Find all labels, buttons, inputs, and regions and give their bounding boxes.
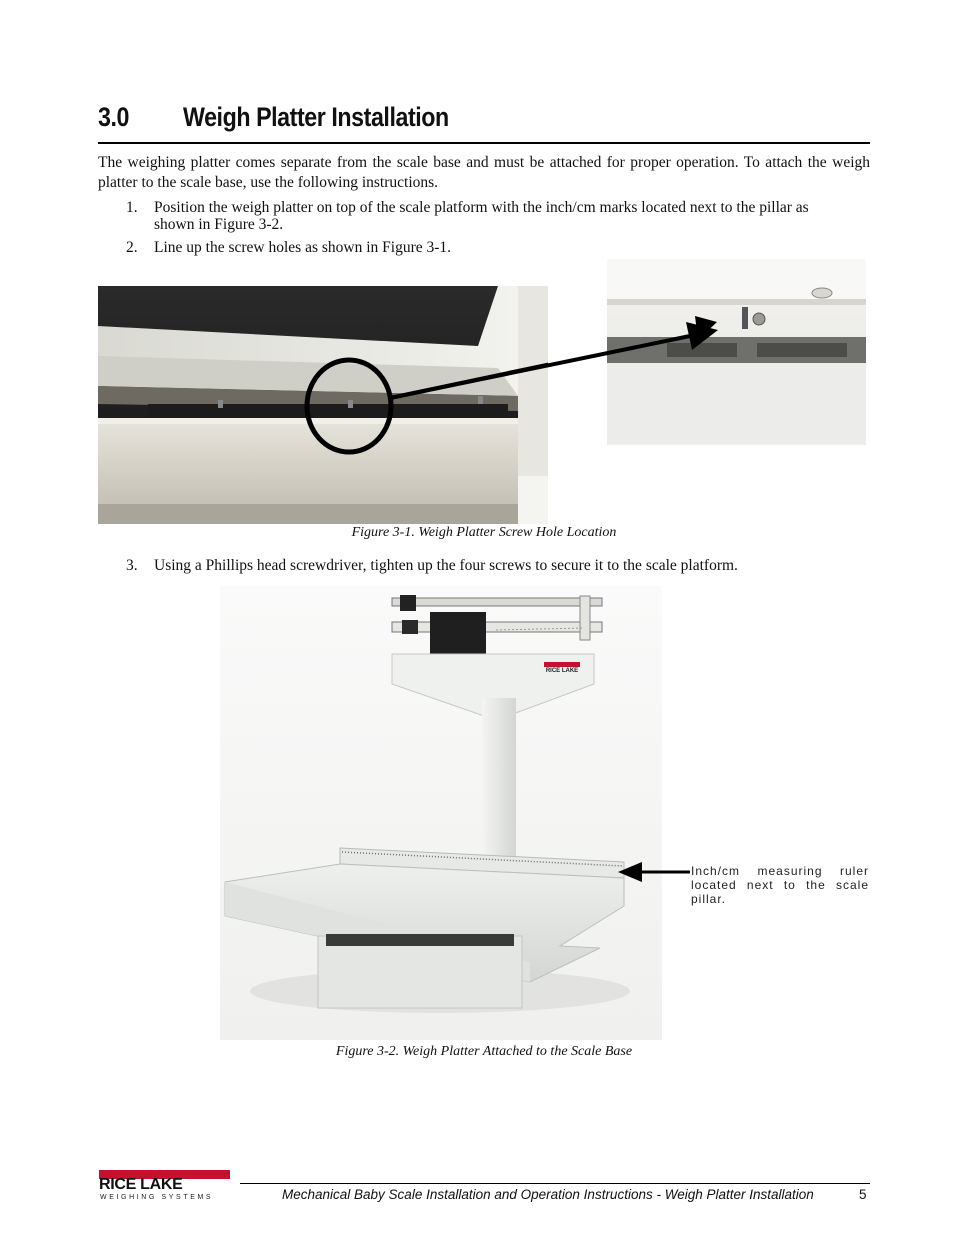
- figure-3-1-zoom-photo: [607, 259, 866, 445]
- page-number: 5: [859, 1187, 867, 1202]
- section-heading: [98, 100, 870, 144]
- intro-paragraph: The weighing platter comes separate from the scale base and must be attached for proper operation. To attach the weigh platter to the scale base, use the following instructions.: [98, 154, 870, 191]
- list-item: 3. Using a Phillips head screwdriver, tighten up the four screws to secure it to the scale platform.: [126, 557, 738, 574]
- ruler-callout-arrow: [618, 860, 692, 884]
- footer-document-title: Mechanical Baby Scale Installation and Operation Instructions - Weigh Platter Installation: [282, 1187, 814, 1202]
- figure-3-1-caption: Figure 3-1. Weigh Platter Screw Hole Location: [351, 525, 617, 540]
- scale-logo: RICE LAKE: [545, 668, 579, 674]
- list-item: 2. Line up the screw holes as shown in Figure 3-1.: [126, 239, 452, 256]
- section-number: 3.0: [98, 102, 130, 132]
- company-logo: RICE LAKE: [99, 1176, 183, 1193]
- footer-divider: [240, 1183, 870, 1184]
- section-title: Weigh Platter Installation: [183, 102, 449, 132]
- company-logo-subtitle: WEIGHING SYSTEMS: [100, 1194, 214, 1201]
- list-item: 1. Position the weigh platter on top of the scale platform with the inch/cm marks located next to the pillar as shown in Figure 3-2.: [126, 199, 809, 233]
- figure-3-2-photo: [220, 586, 662, 1040]
- figure-3-1-photo: [98, 286, 548, 524]
- ruler-callout-text: Inch/cm measuring ruler located next to the scale pillar.: [691, 864, 869, 906]
- figure-3-2-caption: Figure 3-2. Weigh Platter Attached to the Scale Base: [335, 1044, 633, 1059]
